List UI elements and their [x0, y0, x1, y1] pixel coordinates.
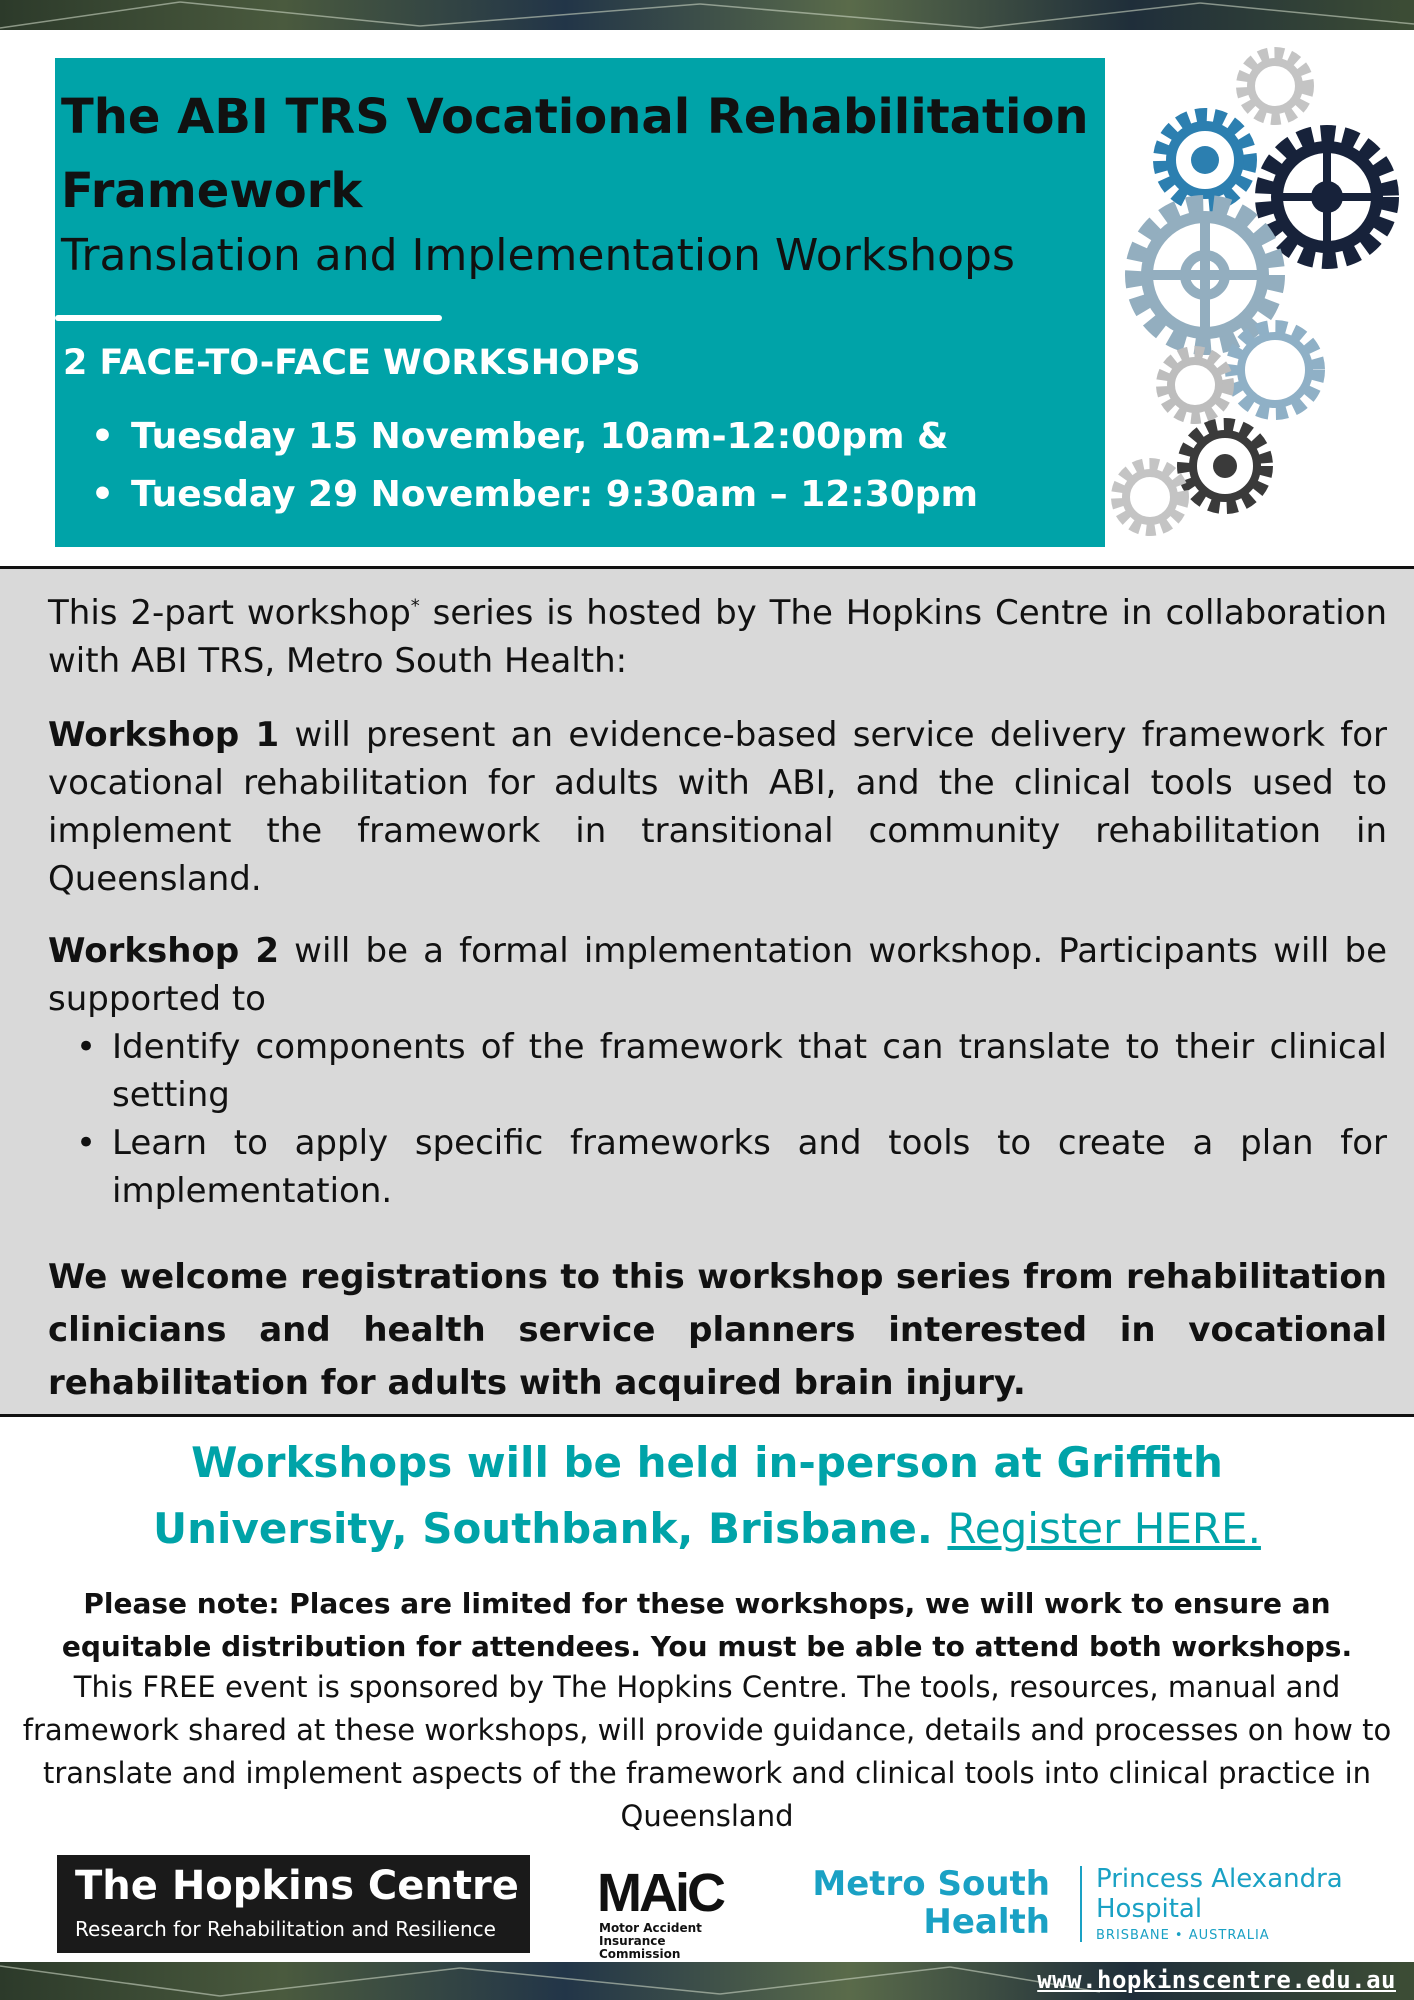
pah-logo-line-2: Hospital [1096, 1894, 1203, 1924]
workshop-1-label: Workshop 1 [48, 715, 280, 755]
workshop-1-description: will present an evidence-based service delivery framework for vocational rehabilitation for adults with ABI, and the clinical tools used to implement the framework in transitional community rehabilitation in Queensland. [48, 715, 1387, 899]
footnote-mark: * [410, 595, 420, 617]
workshop-2-label: Workshop 2 [48, 931, 280, 971]
gear-icon-blue [1161, 116, 1249, 204]
hopkins-logo-name: The Hopkins Centre [75, 1863, 519, 1909]
gear-icon-blue-grey [1233, 328, 1317, 412]
workshop-date-list [91, 408, 978, 524]
location-statement [100, 1430, 1314, 1562]
register-link[interactable]: Register HERE. [947, 1504, 1261, 1553]
gear-icon-charcoal [1185, 426, 1265, 506]
page-subtitle: Translation and Implementation Workshops [61, 230, 1015, 281]
pah-logo-location: BRISBANE • AUSTRALIA [1096, 1928, 1270, 1943]
logo-divider [1080, 1866, 1082, 1942]
gear-icon-light-bottom [1118, 465, 1182, 529]
network-pattern-top [0, 0, 1414, 30]
divider-rule [55, 315, 442, 321]
list-item: • Learn to apply specific frameworks and tools to create a plan for implementation. [48, 1119, 1387, 1215]
intro-text-end: series is hosted by The Hopkins Centre in collaboration with ABI TRS, Metro South Health: [48, 593, 1387, 681]
gear-icon-large-grey [1135, 205, 1275, 345]
workshop-2-outcomes-list [48, 1023, 1387, 1215]
msh-logo-line-1: Metro South [812, 1864, 1050, 1904]
location-period: . [916, 1504, 948, 1553]
decorative-top-band [0, 0, 1414, 30]
workshop-2-paragraph [48, 927, 1387, 1023]
page-title: The ABI TRS Vocational Rehabilitation Framework [61, 89, 1089, 219]
sponsorship-note: This FREE event is sponsored by The Hopkins Centre. The tools, resources, manual and framework shared at these workshops, will provide guidance, details and processes on how to translate and implement aspects of the framework and clinical tools into clinical practice in Queensland [22, 1670, 1392, 1833]
maic-logo-name: MAiC [597, 1863, 723, 1923]
hopkins-centre-logo [57, 1855, 530, 1953]
hopkins-logo-tagline: Research for Rehabilitation and Resilience [75, 1917, 496, 1941]
pah-logo-line-1: Princess Alexandra [1096, 1864, 1343, 1894]
workshop-info-panel [0, 566, 1414, 1417]
gear-icon-small-grey [1163, 353, 1227, 417]
workshop-date-1: • Tuesday 15 November, 10am-12:00pm & [91, 408, 978, 466]
welcome-statement: We welcome registrations to this workshop series from rehabilitation clinicians and health service planners interested in vocational rehabilitation for adults with acquired brain injury. [48, 1257, 1387, 1403]
intro-text-start: This 2-part workshop [48, 593, 411, 633]
intro-paragraph [48, 589, 1387, 685]
workshop-2-description: will be a formal implementation workshop. Participants will be supported to [48, 931, 1387, 1019]
gear-icon-navy [1265, 135, 1389, 259]
metro-south-health-logo [812, 1862, 1343, 1952]
maic-logo-full-name: Motor Accident Insurance Commission [599, 1921, 702, 1961]
list-item: • Identify components of the framework that can translate to their clinical setting [48, 1023, 1387, 1119]
places-limited-note: Please note: Places are limited for these workshops, we will work to ensure an equitable distribution for attendees. You must be able to attend both workshops. [61, 1587, 1353, 1663]
workshop-date-2: • Tuesday 29 November: 9:30am – 12:30pm [91, 466, 978, 524]
location-text: Workshops will be held in-person at Griffith University, Southbank, Brisbane [153, 1438, 1223, 1553]
msh-logo-line-2: Health [923, 1902, 1050, 1942]
website-link[interactable]: www.hopkinscentre.edu.au [1037, 1966, 1396, 1994]
hero-banner [55, 58, 1105, 547]
workshop-count-heading: 2 FACE-TO-FACE WORKSHOPS [63, 343, 641, 383]
maic-logo [597, 1862, 747, 1961]
workshop-1-paragraph [48, 711, 1387, 903]
gear-icon-light-top [1243, 54, 1307, 118]
gears-illustration [1105, 40, 1405, 540]
